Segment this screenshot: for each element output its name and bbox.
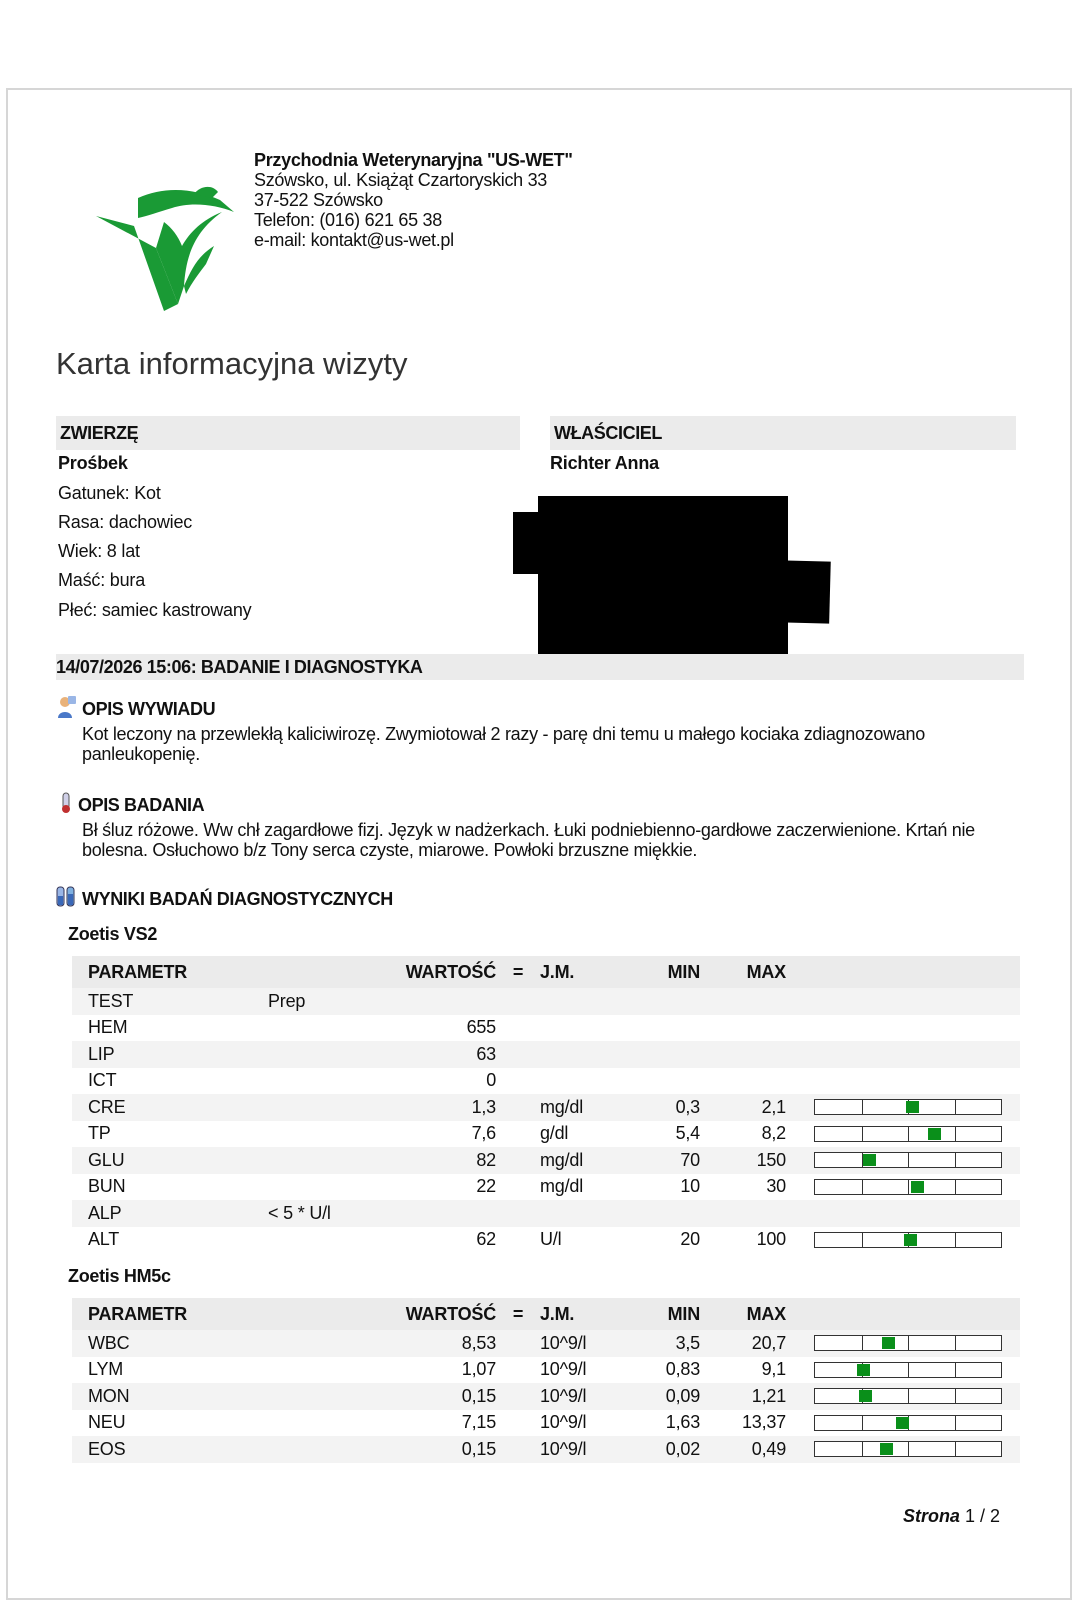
page-total: / 2 bbox=[974, 1506, 1000, 1526]
unit-cell: mg/dl bbox=[540, 1094, 636, 1121]
col-max: MAX bbox=[700, 1298, 786, 1330]
note-cell bbox=[268, 1041, 378, 1068]
note-cell bbox=[268, 1330, 378, 1357]
results-header-row bbox=[72, 1298, 1020, 1330]
eq-cell bbox=[496, 1094, 540, 1121]
diagnostics-title: WYNIKI BADAŃ DIAGNOSTYCZNYCH bbox=[82, 889, 393, 909]
range-bar-tick bbox=[955, 1180, 956, 1194]
range-cell bbox=[786, 1094, 1020, 1121]
value-cell bbox=[378, 988, 496, 1015]
animal-header: ZWIERZĘ bbox=[56, 416, 520, 450]
result-row bbox=[72, 1094, 1020, 1121]
animal-breed: Rasa: dachowiec bbox=[58, 512, 193, 532]
value-cell: 62 bbox=[476, 1229, 496, 1250]
eq-cell bbox=[496, 1200, 540, 1227]
max-cell: 13,37 bbox=[741, 1412, 786, 1433]
range-bar-tick bbox=[908, 1180, 909, 1194]
note-cell bbox=[268, 1383, 378, 1410]
param-cell: NEU bbox=[88, 1412, 126, 1433]
results-table-hm5c bbox=[72, 1298, 1020, 1463]
result-row bbox=[72, 1330, 1020, 1357]
note-cell bbox=[268, 1410, 378, 1437]
range-bar bbox=[814, 1152, 1002, 1168]
thermometer-icon bbox=[60, 792, 72, 814]
unit-cell bbox=[540, 988, 636, 1015]
eq-cell bbox=[496, 988, 540, 1015]
value-cell: 63 bbox=[378, 1041, 496, 1068]
value-cell bbox=[378, 1200, 496, 1227]
document-page bbox=[6, 88, 1072, 1600]
eq-cell bbox=[496, 1436, 540, 1463]
unit-cell bbox=[540, 1068, 636, 1095]
max-cell: 20,7 bbox=[700, 1330, 786, 1357]
range-bar-tick bbox=[908, 1336, 909, 1350]
range-bar-tick bbox=[955, 1389, 956, 1403]
range-cell bbox=[786, 1147, 1020, 1174]
result-row bbox=[72, 1227, 1020, 1254]
result-row bbox=[72, 1041, 1020, 1068]
max-cell: 2,1 bbox=[700, 1094, 786, 1121]
owner-name: Richter Anna bbox=[550, 453, 659, 473]
min-cell: 0,83 bbox=[665, 1359, 700, 1380]
note-cell bbox=[268, 1121, 378, 1148]
visit-header: 14/07/2026 15:06: BADANIE I DIAGNOSTYKA bbox=[56, 654, 1024, 680]
range-bar-tick bbox=[908, 1389, 909, 1403]
param-cell: LYM bbox=[88, 1359, 124, 1380]
col-param: PARAMETR bbox=[72, 1298, 268, 1330]
min-cell: 20 bbox=[680, 1229, 700, 1250]
value-cell: 8,53 bbox=[378, 1330, 496, 1357]
max-cell: 1,21 bbox=[700, 1383, 786, 1410]
note-cell bbox=[268, 1174, 378, 1201]
max-cell bbox=[700, 1015, 786, 1042]
max-cell: 100 bbox=[756, 1229, 786, 1250]
value-cell: 7,15 bbox=[461, 1412, 496, 1433]
col-value: WARTOŚĆ bbox=[378, 1298, 496, 1330]
doctor-icon bbox=[56, 696, 76, 718]
animal-sex: Płeć: samiec kastrowany bbox=[58, 600, 252, 620]
unit-cell: 10^9/l bbox=[540, 1412, 587, 1433]
min-cell: 0,02 bbox=[636, 1436, 700, 1463]
eq-cell bbox=[496, 1174, 540, 1201]
value-cell: 7,6 bbox=[471, 1123, 496, 1144]
min-cell: 70 bbox=[636, 1147, 700, 1174]
col-eq: = bbox=[496, 1298, 540, 1330]
unit-cell bbox=[540, 1200, 636, 1227]
exam-section-title bbox=[60, 792, 204, 816]
value-cell: 655 bbox=[466, 1017, 496, 1038]
min-cell bbox=[636, 1041, 700, 1068]
range-bar-marker bbox=[859, 1390, 872, 1402]
range-bar-tick bbox=[862, 1416, 863, 1430]
max-cell: 8,2 bbox=[761, 1123, 786, 1144]
range-bar-tick bbox=[908, 1363, 909, 1377]
results-header-row bbox=[72, 956, 1020, 988]
param-cell: EOS bbox=[72, 1436, 268, 1463]
range-bar-tick bbox=[955, 1127, 956, 1141]
min-cell: 1,63 bbox=[665, 1412, 700, 1433]
param-cell: WBC bbox=[72, 1330, 268, 1357]
eq-cell bbox=[496, 1410, 540, 1437]
note-cell bbox=[268, 1227, 378, 1254]
col-max: MAX bbox=[700, 956, 786, 988]
range-bar-marker bbox=[928, 1128, 941, 1140]
clinic-email: e-mail: kontakt@us-wet.pl bbox=[254, 230, 454, 250]
page-footer bbox=[903, 1506, 1000, 1527]
clinic-info bbox=[254, 150, 573, 250]
eq-cell bbox=[496, 1227, 540, 1254]
range-bar-marker bbox=[880, 1443, 893, 1455]
note-cell: < 5 * U/l bbox=[268, 1200, 378, 1227]
range-bar bbox=[814, 1126, 1002, 1142]
range-bar bbox=[814, 1179, 1002, 1195]
range-bar-tick bbox=[955, 1363, 956, 1377]
unit-cell bbox=[540, 1015, 636, 1042]
range-cell bbox=[786, 1041, 1020, 1068]
animal-species: Gatunek: Kot bbox=[58, 483, 161, 503]
animal-age: Wiek: 8 lat bbox=[58, 541, 140, 561]
clinic-address-street: Szówsko, ul. Książąt Czartoryskich 33 bbox=[254, 170, 548, 190]
range-cell bbox=[786, 1068, 1020, 1095]
range-bar bbox=[814, 1415, 1002, 1431]
result-row bbox=[72, 1174, 1020, 1201]
result-row bbox=[72, 1068, 1020, 1095]
history-section-title bbox=[56, 696, 215, 720]
range-bar-tick bbox=[908, 1153, 909, 1167]
min-cell: 5,4 bbox=[675, 1123, 700, 1144]
exam-text: Bł śluz różowe. Ww chł zagardłowe fizj. Język w nadżerkach. Łuki podniebienno-gardłowe zaczerwienione. Krtań nie bolesna. Osłuchowo b/z Tony serca czyste, miarowe. Powłoki brzuszne miękkie. bbox=[82, 820, 975, 860]
param-cell: ALT bbox=[88, 1229, 120, 1250]
unit-cell: 10^9/l bbox=[540, 1330, 636, 1357]
owner-header: WŁAŚCICIEL bbox=[550, 416, 1016, 450]
note-cell: Prep bbox=[268, 988, 378, 1015]
range-cell bbox=[786, 1330, 1020, 1357]
range-bar bbox=[814, 1335, 1002, 1351]
note-cell bbox=[268, 1068, 378, 1095]
eq-cell bbox=[496, 1330, 540, 1357]
range-bar-marker bbox=[904, 1234, 917, 1246]
diagnostics-section-title bbox=[56, 886, 393, 910]
range-bar-tick bbox=[955, 1153, 956, 1167]
result-row bbox=[72, 1383, 1020, 1410]
max-cell: 0,49 bbox=[700, 1436, 786, 1463]
col-note bbox=[268, 956, 378, 988]
range-bar-tick bbox=[862, 1180, 863, 1194]
note-cell bbox=[268, 1357, 378, 1384]
max-cell bbox=[700, 1041, 786, 1068]
col-unit: J.M. bbox=[540, 1298, 636, 1330]
analyzer-name: Zoetis VS2 bbox=[68, 924, 158, 944]
col-value: WARTOŚĆ bbox=[378, 956, 496, 988]
result-row bbox=[72, 1121, 1020, 1148]
param-cell: TEST bbox=[72, 988, 268, 1015]
min-cell: 0,3 bbox=[636, 1094, 700, 1121]
min-cell bbox=[636, 988, 700, 1015]
result-row bbox=[72, 1147, 1020, 1174]
result-row bbox=[72, 1436, 1020, 1463]
eq-cell bbox=[496, 1147, 540, 1174]
range-cell bbox=[786, 1121, 1020, 1148]
range-bar-tick bbox=[955, 1336, 956, 1350]
clinic-phone: Telefon: (016) 621 65 38 bbox=[254, 210, 442, 230]
value-cell: 0 bbox=[486, 1070, 496, 1091]
param-cell: ALP bbox=[72, 1200, 268, 1227]
range-cell bbox=[786, 1174, 1020, 1201]
result-row bbox=[72, 1200, 1020, 1227]
redaction-block bbox=[549, 554, 831, 623]
note-cell bbox=[268, 1015, 378, 1042]
range-cell bbox=[786, 1357, 1020, 1384]
clinic-logo-icon bbox=[94, 186, 244, 316]
range-bar-tick bbox=[908, 1442, 909, 1456]
analyzer-name: Zoetis HM5c bbox=[68, 1266, 171, 1286]
value-cell: 0,15 bbox=[378, 1436, 496, 1463]
range-bar bbox=[814, 1099, 1002, 1115]
result-row bbox=[72, 988, 1020, 1015]
unit-cell: U/l bbox=[540, 1229, 562, 1250]
range-bar-tick bbox=[862, 1100, 863, 1114]
max-cell bbox=[700, 1068, 786, 1095]
col-min: MIN bbox=[636, 1298, 700, 1330]
param-cell: ICT bbox=[88, 1070, 117, 1091]
note-cell bbox=[268, 1094, 378, 1121]
result-row bbox=[72, 1015, 1020, 1042]
col-note bbox=[268, 1298, 378, 1330]
history-text: Kot leczony na przewlekłą kaliciwirozę. Zwymiotował 2 razy - parę dni temu u małego kociaka zdiagnozowano panleukopenię. bbox=[82, 724, 925, 764]
range-bar-tick bbox=[862, 1336, 863, 1350]
unit-cell: mg/dl bbox=[540, 1147, 636, 1174]
eq-cell bbox=[496, 1041, 540, 1068]
unit-cell bbox=[540, 1041, 636, 1068]
range-bar-marker bbox=[896, 1417, 909, 1429]
range-bar bbox=[814, 1362, 1002, 1378]
eq-cell bbox=[496, 1015, 540, 1042]
exam-title: OPIS BADANIA bbox=[78, 795, 205, 815]
param-cell: TP bbox=[88, 1123, 111, 1144]
range-cell bbox=[786, 1383, 1020, 1410]
note-cell bbox=[268, 1147, 378, 1174]
range-bar-tick bbox=[955, 1233, 956, 1247]
col-unit: J.M. bbox=[540, 956, 636, 988]
document-title: Karta informacyjna wizyty bbox=[56, 346, 408, 381]
min-cell: 10 bbox=[680, 1176, 700, 1197]
range-bar-tick bbox=[955, 1416, 956, 1430]
col-eq: = bbox=[496, 956, 540, 988]
result-row bbox=[72, 1357, 1020, 1384]
range-bar-marker bbox=[863, 1154, 876, 1166]
range-bar-tick bbox=[862, 1127, 863, 1141]
col-param: PARAMETR bbox=[72, 956, 268, 988]
range-cell bbox=[786, 1227, 1020, 1254]
unit-cell: g/dl bbox=[540, 1123, 569, 1144]
range-bar bbox=[814, 1232, 1002, 1248]
unit-cell: mg/dl bbox=[540, 1176, 584, 1197]
range-bar-tick bbox=[955, 1442, 956, 1456]
param-cell: BUN bbox=[88, 1176, 126, 1197]
col-range bbox=[786, 1298, 1020, 1330]
min-cell: 3,5 bbox=[636, 1330, 700, 1357]
history-title: OPIS WYWIADU bbox=[82, 699, 216, 719]
max-cell: 30 bbox=[766, 1176, 786, 1197]
param-cell: HEM bbox=[88, 1017, 128, 1038]
param-cell: LIP bbox=[72, 1041, 268, 1068]
eq-cell bbox=[496, 1068, 540, 1095]
unit-cell: 10^9/l bbox=[540, 1359, 587, 1380]
range-cell bbox=[786, 1436, 1020, 1463]
result-row bbox=[72, 1410, 1020, 1437]
clinic-address-city: 37-522 Szówsko bbox=[254, 190, 383, 210]
range-cell bbox=[786, 1015, 1020, 1042]
range-bar-marker bbox=[857, 1364, 870, 1376]
page-number: 1 bbox=[964, 1506, 975, 1526]
unit-cell: 10^9/l bbox=[540, 1383, 636, 1410]
value-cell: 82 bbox=[378, 1147, 496, 1174]
param-cell: GLU bbox=[72, 1147, 268, 1174]
min-cell bbox=[636, 1068, 700, 1095]
param-cell: MON bbox=[72, 1383, 268, 1410]
col-range bbox=[786, 956, 1020, 988]
value-cell: 22 bbox=[476, 1176, 496, 1197]
min-cell bbox=[636, 1200, 700, 1227]
range-bar bbox=[814, 1441, 1002, 1457]
range-bar-tick bbox=[908, 1127, 909, 1141]
col-min: MIN bbox=[636, 956, 700, 988]
range-cell bbox=[786, 988, 1020, 1015]
range-bar-marker bbox=[906, 1101, 919, 1113]
max-cell bbox=[700, 988, 786, 1015]
range-bar-tick bbox=[862, 1233, 863, 1247]
param-cell: CRE bbox=[72, 1094, 268, 1121]
unit-cell: 10^9/l bbox=[540, 1436, 636, 1463]
animal-color: Maść: bura bbox=[58, 570, 146, 590]
eq-cell bbox=[496, 1121, 540, 1148]
max-cell bbox=[700, 1200, 786, 1227]
animal-name: Prośbek bbox=[58, 453, 128, 473]
page-label: Strona bbox=[902, 1506, 960, 1526]
range-bar-marker bbox=[911, 1181, 924, 1193]
range-bar-tick bbox=[955, 1100, 956, 1114]
eq-cell bbox=[496, 1357, 540, 1384]
value-cell: 1,07 bbox=[461, 1359, 496, 1380]
range-bar-tick bbox=[862, 1442, 863, 1456]
value-cell: 1,3 bbox=[378, 1094, 496, 1121]
note-cell bbox=[268, 1436, 378, 1463]
eq-cell bbox=[496, 1383, 540, 1410]
test-tubes-icon bbox=[56, 886, 76, 908]
results-table-vs2 bbox=[72, 956, 1020, 1253]
range-cell bbox=[786, 1200, 1020, 1227]
min-cell bbox=[636, 1015, 700, 1042]
clinic-name: Przychodnia Weterynaryjna "US-WET" bbox=[254, 150, 573, 170]
range-cell bbox=[786, 1410, 1020, 1437]
range-bar bbox=[814, 1388, 1002, 1404]
max-cell: 150 bbox=[700, 1147, 786, 1174]
min-cell: 0,09 bbox=[636, 1383, 700, 1410]
range-bar-marker bbox=[882, 1337, 895, 1349]
max-cell: 9,1 bbox=[761, 1359, 786, 1380]
value-cell: 0,15 bbox=[378, 1383, 496, 1410]
